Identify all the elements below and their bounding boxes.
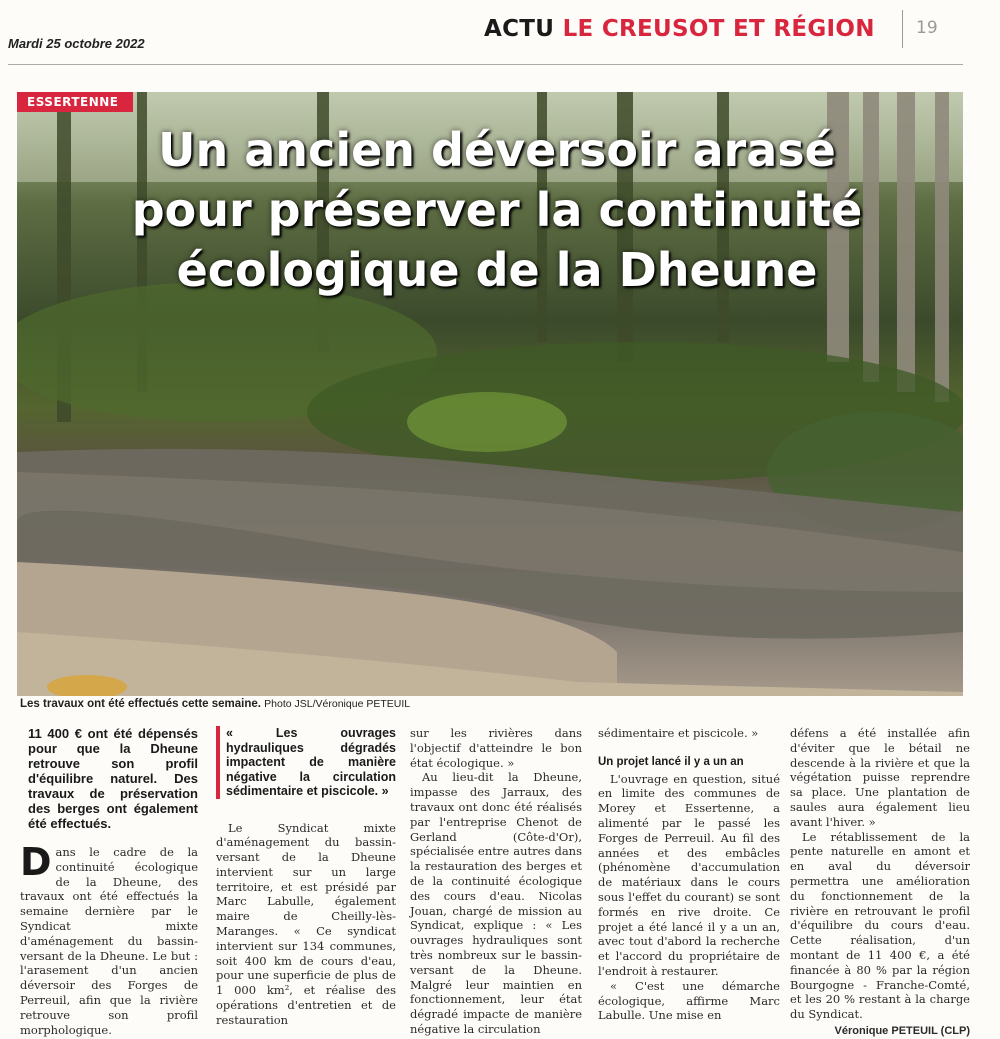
intro-text: ans le cadre de la continuité écologique de la Dheune, des travaux ont été effectués la semaine dernière par le Syndicat mixte d'aménagement du bassin-versant de la Dheune. Le but : l'arasement d'un ancien déversoir des Forges de Perreuil, afin que la rivière retrouve son profil morphologique.	[20, 845, 198, 1037]
col4-paragraph-3: « C'est une démarche écologique, affirme Marc Labulle. Une mise en	[598, 978, 780, 1023]
column-5	[790, 726, 970, 1039]
column-2	[216, 726, 396, 1028]
col3-paragraph-2: Au lieu-dit la Dheune, impasse des Jarraux, des travaux ont donc été réalisés par l'entreprise Chenot de Gerland (Côte-d'Or), spécialisée entre autres dans la restauration des berges et de la continuité écologique des cours d'eau. Nicolas Jouan, chargé de mission au Syndicat, explique : « Les ouvrages hydrauliques sont très nombreux sur le bassin-versant de la Dheune. Malgré leur maintien en fonctionnement, leur état dégradé impacte de manière négative la circulation	[410, 770, 582, 1036]
col5-paragraph-2: Le rétablissement de la pente naturelle en amont et en aval du déversoir permettra une amélioration du fonctionnement de la rivière en retrouvant le profil d'équilibre du cours d'eau. Cette réalisation, d'un montant de 11 400 €, a été financée à 80 % par la région Bourgogne - Franche-Comté, et les 20 % restant à la charge du Syndicat.	[790, 829, 970, 1022]
subheading: Un projet lancé il y a un an	[598, 755, 744, 768]
column-1	[20, 726, 198, 1037]
location-tag: ESSERTENNE	[17, 92, 133, 112]
article-photo	[17, 92, 963, 696]
page-header	[0, 0, 1000, 70]
issue-date: Mardi 25 octobre 2022	[8, 36, 145, 51]
section-title	[484, 16, 875, 42]
col4-paragraph-2: L'ouvrage en question, situé en limite des communes de Morey et Essertenne, a alimenté par le passé les Forges de Perreuil. Au fil des années et des embâcles (phénomène d'accumulation de matériaux dans le cours sous l'effet du courant) se sont formés en rive droite. Ce projet a été lancé il y a un an, avec tout d'abord la recherche et l'accord du propriétaire de l'endroit à restaurer.	[598, 771, 780, 978]
column-3	[410, 726, 582, 1037]
drop-cap: D	[20, 840, 52, 884]
header-divider	[902, 10, 903, 48]
intro-paragraph	[20, 840, 198, 1037]
col5-paragraph-1: défens a été installée afin d'éviter que le bétail ne descende à la rivière et que la végétation puisse reprendre sa place. Une plantation de saules aura également lieu avant l'hiver. »	[790, 726, 970, 829]
pull-quote: « Les ouvrages hydrauliques dégradés impactent de manière négative la circulation sédimentaire et piscicole. »	[216, 726, 396, 799]
section-prefix: ACTU	[484, 16, 555, 42]
col3-paragraph-1: sur les rivières dans l'objectif d'atteindre le bon état écologique. »	[410, 726, 582, 770]
article-lead: 11 400 € ont été dépensés pour que la Dheune retrouve son profil d'équilibre naturel. Des travaux de préservation des berges ont également été effectués.	[28, 726, 198, 831]
author-signature: Véronique PETEUIL (CLP)	[834, 1024, 970, 1037]
article-headline: Un ancien déversoir arasé pour préserver la continuité écologique de la Dheune	[131, 123, 863, 297]
caption-text: Les travaux ont été effectués cette semaine.	[20, 698, 261, 710]
column-4	[598, 726, 780, 1023]
photo-caption	[20, 698, 410, 710]
header-rule	[8, 64, 963, 65]
col2-paragraph: Le Syndicat mixte d'aménagement du bassin-versant de la Dheune intervient sur un large territoire, et est présidé par Marc Labulle, également maire de Cheilly-lès-Maranges. « Ce syndicat intervient sur 134 communes, soit 400 km de cours d'eau, pour une superficie de plus de 1 000 km², et réalise des opérations d'entretien et de restauration	[216, 820, 396, 1027]
section-name: LE CREUSOT ET RÉGION	[562, 16, 875, 42]
photo-credit: Photo JSL/Véronique PETEUIL	[264, 698, 411, 710]
col4-paragraph-1: sédimentaire et piscicole. »	[598, 726, 759, 740]
page-number: 19	[916, 18, 938, 38]
